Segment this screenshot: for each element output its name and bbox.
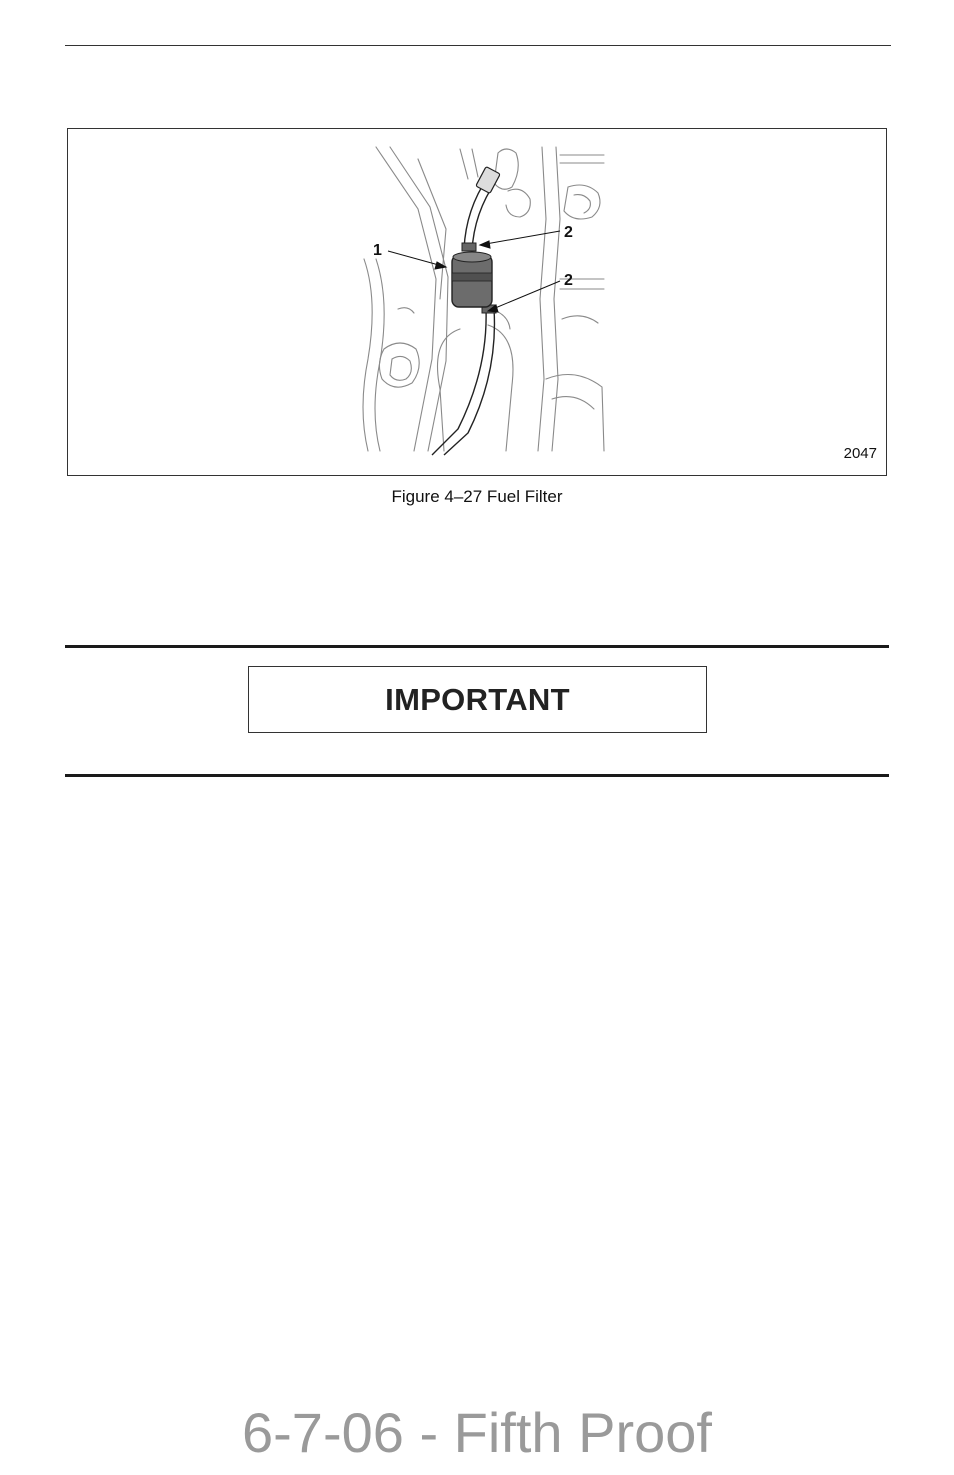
proof-watermark: 6-7-06 - Fifth Proof <box>242 1401 712 1464</box>
important-heading: IMPORTANT <box>248 666 707 733</box>
callout-1: 1 <box>373 242 382 259</box>
header-rule <box>65 45 891 46</box>
figure-caption: Figure 4–27 Fuel Filter <box>391 487 563 506</box>
important-bottom-rule <box>65 774 889 777</box>
figure-id: 2047 <box>843 445 877 462</box>
callout-2-lower: 2 <box>564 272 573 289</box>
fuel-filter-illustration <box>68 129 886 475</box>
figure-frame <box>67 128 887 476</box>
important-top-rule <box>65 645 889 648</box>
callout-2-upper: 2 <box>564 224 573 241</box>
